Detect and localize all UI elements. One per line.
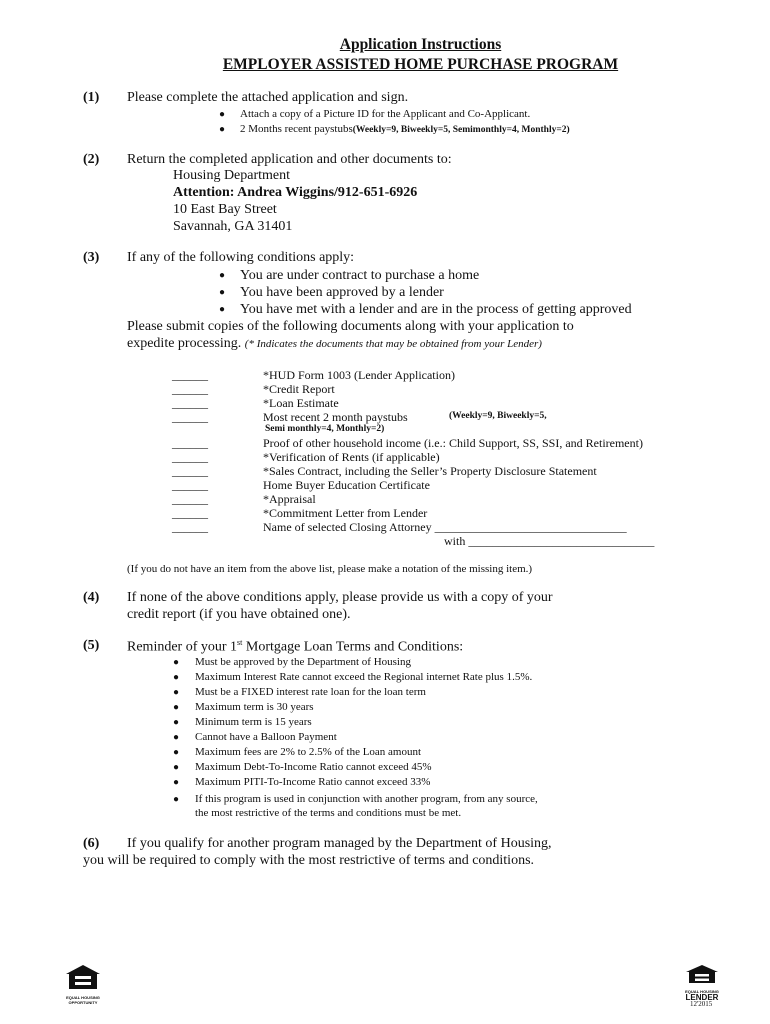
bullet-icon: ●	[173, 657, 180, 668]
bullet-icon: ●	[219, 124, 226, 135]
revision-date: 12'2015	[690, 1000, 713, 1008]
bullet-icon: ●	[173, 687, 180, 698]
logo-left-text-1: EQUAL HOUSING	[66, 995, 100, 1000]
loan-term-item: Minimum term is 15 years	[195, 716, 312, 728]
loan-term-last-line-2: the most restrictive of the terms and conditions must be met.	[195, 807, 462, 819]
checklist-item: Proof of other household income (i.e.: Child Support, SS, SSI, and Retirement)	[263, 436, 643, 450]
checklist-item: *Verification of Rents (if applicable)	[263, 450, 440, 464]
section-5-text	[127, 638, 463, 656]
checklist-item: Home Buyer Education Certificate	[263, 478, 430, 492]
section-1-bullet-1: Attach a copy of a Picture ID for the Applicant and Co-Applicant.	[240, 108, 531, 120]
equal-housing-lender-logo	[682, 964, 722, 1002]
address-street: 10 East Bay Street	[173, 202, 277, 217]
bullet-icon: ●	[173, 777, 180, 788]
checklist-blank[interactable]: ______	[172, 368, 208, 382]
loan-term-item: Must be approved by the Department of Housing	[195, 656, 411, 668]
bullet-icon: ●	[219, 270, 226, 281]
logo-right-text-2: LENDER	[685, 993, 719, 1002]
loan-term-item: If this program is used in conjunction with another program, from any source,	[195, 793, 538, 805]
condition-3: You have met with a lender and are in the process of getting approved	[240, 302, 632, 317]
missing-item-note: (If you do not have an item from the above list, please make a notation of the missing item.)	[127, 563, 533, 575]
logo-right-text-1: EQUAL HOUSING	[685, 989, 719, 994]
section-3-number: (3)	[83, 250, 100, 265]
loan-term-item: Maximum Debt-To-Income Ratio cannot exceed 45%	[195, 761, 432, 773]
checklist-item: *HUD Form 1003 (Lender Application)	[263, 368, 455, 382]
equal-housing-opportunity-logo	[63, 964, 103, 1005]
checklist-item: *Loan Estimate	[263, 396, 339, 410]
loan-term-item: Maximum Interest Rate cannot exceed the Regional internet Rate plus 1.5%.	[195, 671, 533, 683]
section-2-number: (2)	[83, 152, 100, 167]
section-6-line-1: If you qualify for another program managed by the Department of Housing,	[127, 836, 552, 851]
checklist-item: Most recent 2 month paystubs	[263, 410, 408, 424]
paystub-note-2: Semi monthly=4, Monthly=2)	[265, 424, 385, 434]
checklist-item: Name of selected Closing Attorney ________________________________	[263, 520, 627, 534]
page-subtitle: EMPLOYER ASSISTED HOME PURCHASE PROGRAM	[222, 56, 619, 73]
checklist-blank[interactable]: ______	[172, 464, 208, 478]
bullet-icon: ●	[173, 794, 180, 805]
bullet-icon: ●	[219, 287, 226, 298]
reminder-post: Mortgage Loan Terms and Conditions:	[242, 639, 464, 655]
checklist-blank[interactable]: ______	[172, 382, 208, 396]
loan-term-item: Must be a FIXED interest rate loan for the loan term	[195, 686, 426, 698]
bullet-icon: ●	[219, 109, 226, 120]
equal-housing-house-icon	[682, 964, 722, 984]
condition-1: You are under contract to purchase a home	[240, 268, 480, 283]
section-1-text: Please complete the attached application and sign.	[127, 90, 409, 105]
checklist-blank[interactable]: ______	[172, 478, 208, 492]
loan-term-item: Maximum term is 30 years	[195, 701, 314, 713]
checklist-item: *Commitment Letter from Lender	[263, 506, 428, 520]
checklist-blank[interactable]: ______	[172, 396, 208, 410]
loan-term-item: Cannot have a Balloon Payment	[195, 731, 337, 743]
paystub-frequency-note: (Weekly=9, Biweekly=5, Semimonthly=4, Monthly=2)	[352, 125, 570, 135]
checklist-blank[interactable]: ______	[172, 410, 208, 424]
checklist-item: *Appraisal	[263, 492, 316, 506]
bullet-icon: ●	[173, 672, 180, 683]
checklist-blank[interactable]: ______	[172, 520, 208, 534]
address-city: Savannah, GA 31401	[173, 219, 293, 234]
checklist-blank[interactable]: ______	[172, 450, 208, 464]
reminder-pre: Reminder of your 1	[127, 639, 238, 655]
address-line-1: Housing Department	[173, 168, 291, 183]
checklist-blank[interactable]: ______	[172, 492, 208, 506]
logo-left-text-2: OPPORTUNITY	[68, 1000, 98, 1005]
expedite-text: expedite processing.	[127, 336, 242, 351]
bullet-icon: ●	[173, 717, 180, 728]
page-title: Application Instructions	[339, 36, 502, 53]
section-4-line-2: credit report (if you have obtained one).	[127, 607, 351, 622]
bullet-icon: ●	[219, 304, 226, 315]
section-6-number: (6)	[83, 836, 100, 851]
section-4-number: (4)	[83, 590, 100, 605]
section-4-line-1: If none of the above conditions apply, please provide us with a copy of your	[127, 590, 553, 605]
section-3-text: If any of the following conditions apply:	[127, 250, 355, 265]
loan-term-item: Maximum fees are 2% to 2.5% of the Loan amount	[195, 746, 422, 758]
section-1-bullet-2	[240, 123, 570, 135]
bullet-icon: ●	[173, 702, 180, 713]
section-1-number: (1)	[83, 90, 100, 105]
loan-term-item: Maximum PITI-To-Income Ratio cannot exceed 33%	[195, 776, 431, 788]
bullet-icon: ●	[173, 762, 180, 773]
bullet-2-text: 2 Months recent paystubs	[240, 123, 353, 135]
checklist-blank[interactable]: ______	[172, 506, 208, 520]
reminder-sup: st	[237, 638, 243, 647]
paystub-note-1: (Weekly=9, Biweekly=5,	[449, 411, 547, 421]
section-6-line-2: you will be required to comply with the most restrictive of terms and conditions.	[83, 853, 535, 868]
condition-2: You have been approved by a lender	[240, 285, 444, 300]
checklist-item: *Credit Report	[263, 382, 335, 396]
checklist-item: *Sales Contract, including the Seller’s Property Disclosure Statement	[263, 464, 597, 478]
submit-paragraph-line-1: Please submit copies of the following documents along with your application to	[127, 319, 574, 334]
submit-paragraph-line-2	[127, 336, 542, 352]
attorney-with-line: with _______________________________	[444, 534, 655, 548]
bullet-icon: ●	[173, 747, 180, 758]
section-5-number: (5)	[83, 638, 100, 653]
equal-housing-house-icon	[63, 964, 103, 990]
checklist-blank[interactable]: ______	[172, 436, 208, 450]
bullet-icon: ●	[173, 732, 180, 743]
address-attention: Attention: Andrea Wiggins/912-651-6926	[173, 185, 418, 200]
section-2-text: Return the completed application and other documents to:	[127, 152, 452, 167]
lender-note: (* Indicates the documents that may be obtained from your Lender)	[244, 338, 542, 350]
